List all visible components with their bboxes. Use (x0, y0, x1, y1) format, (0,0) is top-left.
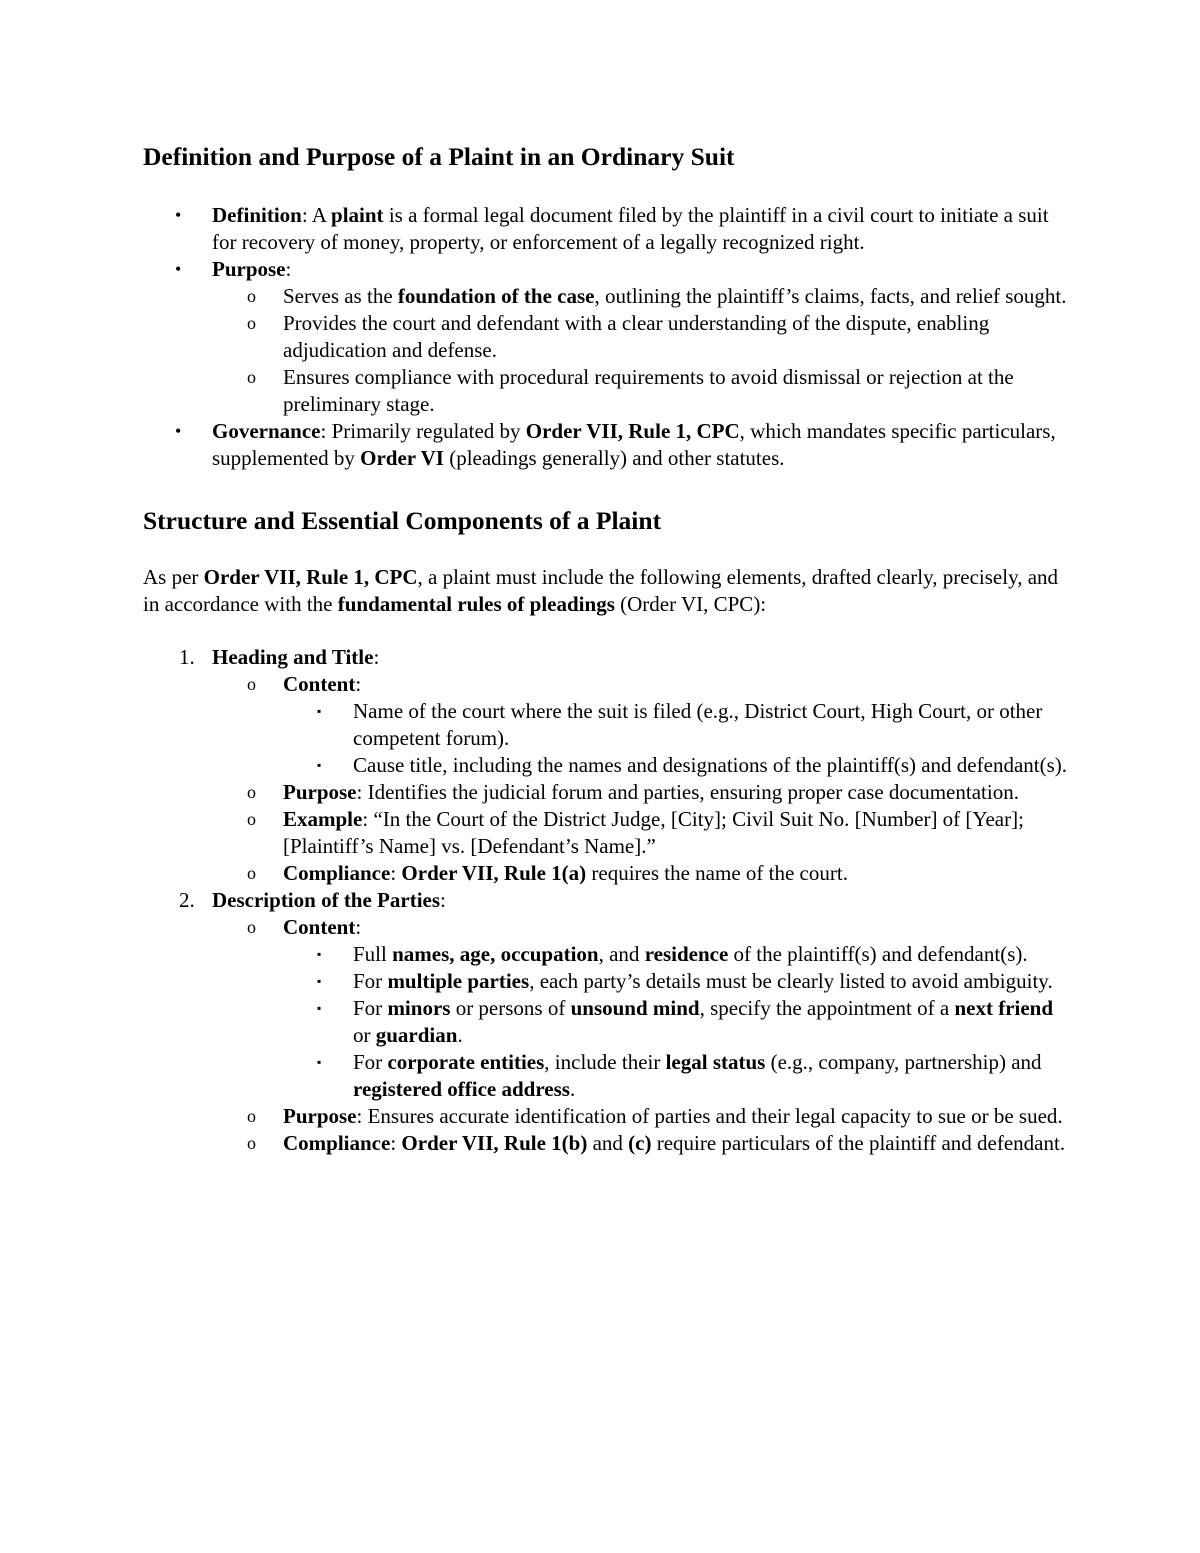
label-definition: Definition (212, 203, 302, 227)
bold-text: legal status (665, 1050, 766, 1074)
document-page (143, 140, 1073, 1157)
circle-bullet-icon: o (247, 1106, 256, 1126)
circle-bullet-icon: o (247, 863, 256, 883)
bold-text: names, age, occupation (392, 942, 599, 966)
square-bullet-icon: ▪ (317, 947, 322, 961)
text: (Order VI, CPC): (614, 592, 767, 616)
text: or (353, 1023, 376, 1047)
square-bullet-icon: ▪ (317, 974, 322, 988)
text: requires the name of the court. (586, 861, 848, 885)
bold-text: corporate entities (387, 1050, 545, 1074)
label-content: Content (283, 672, 356, 696)
bold-text: Order VI (360, 446, 444, 470)
bold-text: (c) (628, 1131, 652, 1155)
list-item (283, 995, 1073, 1049)
section-heading-structure: Structure and Essential Components of a Plaint (143, 506, 662, 535)
text: , include their (544, 1050, 666, 1074)
bold-text: unsound mind (570, 996, 700, 1020)
label-example: Example (283, 807, 363, 831)
section-heading-definition: Definition and Purpose of a Plaint in an Ordinary Suit (143, 142, 735, 171)
label-compliance: Compliance (283, 1131, 391, 1155)
circle-bullet-icon: o (247, 809, 256, 829)
text: require particulars of the plaintiff and defendant. (651, 1131, 1066, 1155)
text: : Ensures accurate identification of parties and their legal capacity to sue or be sued. (356, 1104, 1063, 1128)
text: As per (143, 565, 204, 589)
list-number: 1. (179, 645, 195, 669)
circle-bullet-icon: o (247, 782, 256, 802)
label-purpose: Purpose (283, 1104, 357, 1128)
text: Name of the court where the suit is filed (e.g., District Court, High Court, or other competent forum). (353, 699, 1043, 750)
text: , specify the appointment of a (699, 996, 955, 1020)
bold-text: registered office address (353, 1077, 570, 1101)
text: is a formal legal document filed by the plaintiff in a civil court to initiate a suit for recovery of money, property, or enforcement of a legally recognized right. (212, 203, 1049, 254)
text: : Primarily regulated by (320, 419, 526, 443)
intro-paragraph (143, 564, 1073, 618)
text: Full (353, 942, 393, 966)
square-bullet-icon: ▪ (317, 704, 322, 718)
bold-text: Order VII, Rule 1, CPC (525, 419, 740, 443)
bold-text: multiple parties (387, 969, 530, 993)
list-item (283, 941, 1073, 968)
text: : (373, 645, 380, 669)
text: (pleadings generally) and other statutes. (443, 446, 785, 470)
text: . (569, 1077, 576, 1101)
sublist (212, 671, 1073, 887)
list-item-example (212, 806, 1073, 860)
label-governance: Governance (212, 419, 321, 443)
circle-bullet-icon: o (247, 1133, 256, 1153)
bullet-icon: • (175, 205, 182, 225)
bullet-icon: • (175, 259, 182, 279)
text: : Identifies the judicial forum and parties, ensuring proper case documentation. (356, 780, 1019, 804)
text: : (285, 257, 292, 281)
text: , which mandates specific particulars, supplemented by (212, 419, 1056, 470)
text: : (390, 1131, 402, 1155)
list-item (283, 968, 1073, 995)
list-item-content (212, 671, 1073, 779)
list-item-definition (143, 202, 1073, 256)
circle-bullet-icon: o (247, 367, 256, 387)
bold-text: plaint (331, 203, 384, 227)
text: : A (301, 203, 332, 227)
list-item (212, 283, 1073, 310)
text: Serves as the (283, 284, 398, 308)
text: Ensures compliance with procedural requirements to avoid dismissal or rejection at the preliminary stage. (283, 365, 1014, 416)
label-content: Content (283, 915, 356, 939)
bold-text: fundamental rules of pleadings (337, 592, 615, 616)
list-item-heading-and-title (143, 644, 1073, 887)
text: : (390, 861, 402, 885)
text: : “In the Court of the District Judge, [City]; Civil Suit No. [Number] of [Year]; [Plaintiff’s Name] vs. [Defendant’s Name].” (283, 807, 1024, 858)
content-sublist (283, 698, 1073, 779)
bold-text: Order VII, Rule 1(b) (401, 1131, 588, 1155)
list-item (212, 310, 1073, 364)
circle-bullet-icon: o (247, 313, 256, 333)
text: . (457, 1023, 463, 1047)
item-title: Heading and Title (212, 645, 374, 669)
text: , outlining the plaintiff’s claims, facts, and relief sought. (594, 284, 1067, 308)
list-item-purpose (212, 779, 1073, 806)
text: , a plaint must include the following elements, drafted clearly, precisely, and in accordance with the (143, 565, 1059, 616)
text: For (353, 996, 388, 1020)
bold-text: minors (387, 996, 451, 1020)
bold-text: Order VII, Rule 1, CPC (203, 565, 418, 589)
bold-text: Order VII, Rule 1(a) (401, 861, 587, 885)
list-item-governance (143, 418, 1073, 472)
square-bullet-icon: ▪ (317, 758, 322, 772)
bold-text: residence (644, 942, 729, 966)
text: : (440, 888, 446, 912)
text: Provides the court and defendant with a clear understanding of the dispute, enabling adjudication and defense. (283, 311, 990, 362)
bold-text: foundation of the case (397, 284, 595, 308)
text: For (353, 1050, 388, 1074)
text: , each party’s details must be clearly listed to avoid ambiguity. (529, 969, 1053, 993)
text: Cause title, including the names and designations of the plaintiff(s) and defendant(s). (353, 753, 1068, 777)
sublist (212, 914, 1073, 1157)
text: For (353, 969, 388, 993)
label-purpose: Purpose (212, 257, 286, 281)
item-title: Description of the Parties (212, 888, 441, 912)
circle-bullet-icon: o (247, 674, 256, 694)
definition-list (143, 202, 1073, 472)
circle-bullet-icon: o (247, 286, 256, 306)
list-number: 2. (179, 888, 195, 912)
components-list (143, 644, 1073, 1157)
list-item-compliance (212, 860, 1073, 887)
content-sublist (283, 941, 1073, 1103)
list-item-description-of-parties (143, 887, 1073, 1157)
label-compliance: Compliance (283, 861, 391, 885)
bullet-icon: • (175, 421, 182, 441)
text: and (587, 1131, 629, 1155)
bold-text: guardian (375, 1023, 458, 1047)
text: , and (598, 942, 645, 966)
list-item-purpose (143, 256, 1073, 418)
label-purpose: Purpose (283, 780, 357, 804)
text: or persons of (450, 996, 571, 1020)
list-item (283, 698, 1073, 752)
square-bullet-icon: ▪ (317, 1055, 322, 1069)
square-bullet-icon: ▪ (317, 1001, 322, 1015)
list-item (212, 364, 1073, 418)
list-item-content (212, 914, 1073, 1103)
text: : (355, 915, 362, 939)
text: (e.g., company, partnership) and (765, 1050, 1042, 1074)
list-item-compliance (212, 1130, 1073, 1157)
list-item (283, 752, 1073, 779)
circle-bullet-icon: o (247, 917, 256, 937)
list-item (283, 1049, 1073, 1103)
purpose-sublist (212, 283, 1073, 418)
text: : (355, 672, 362, 696)
bold-text: next friend (954, 996, 1054, 1020)
list-item-purpose (212, 1103, 1073, 1130)
text: of the plaintiff(s) and defendant(s). (728, 942, 1028, 966)
